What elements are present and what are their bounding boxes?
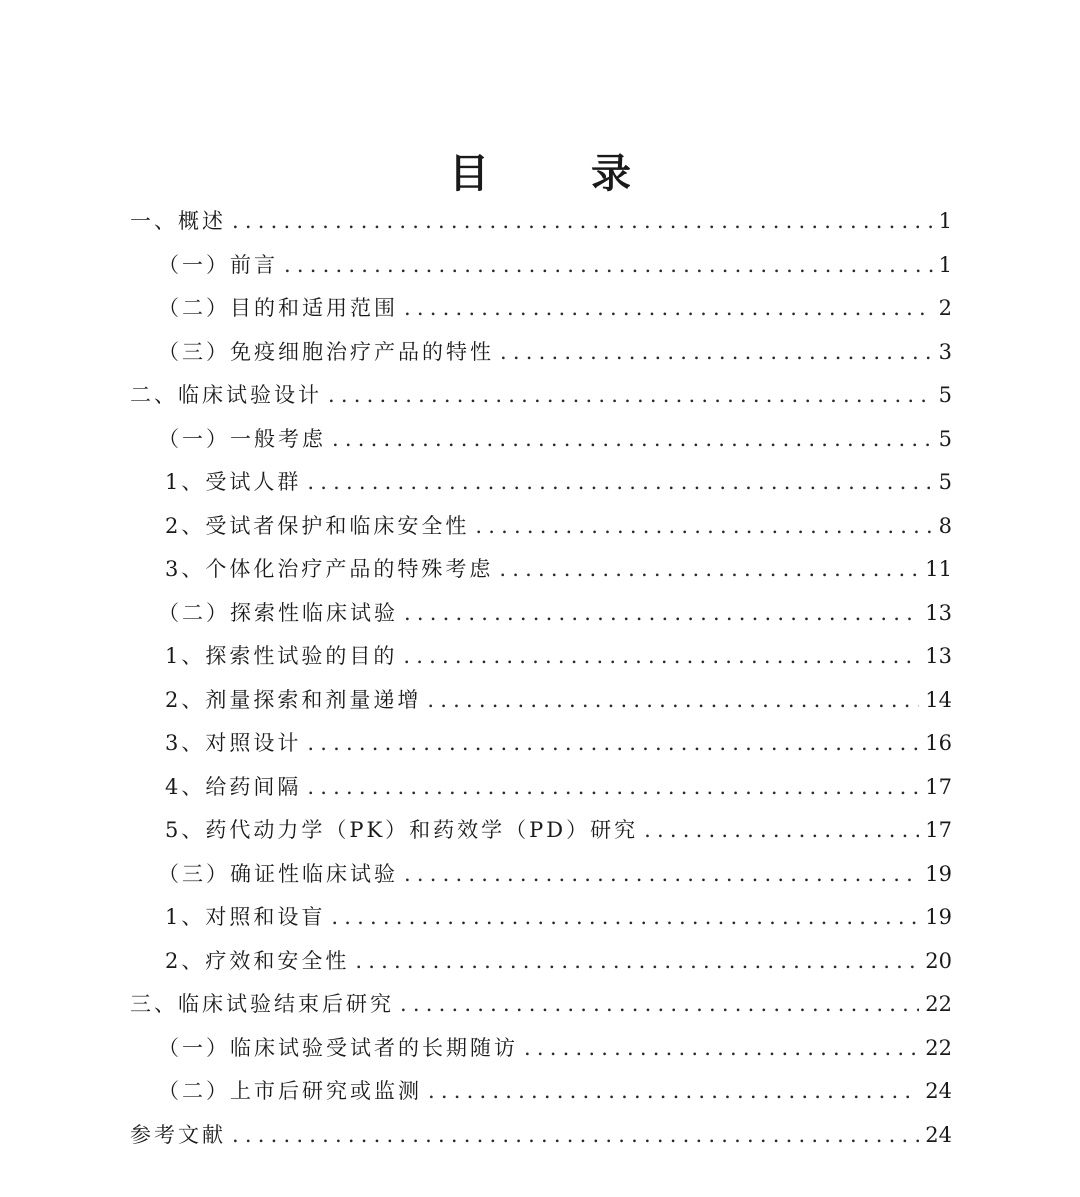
toc-entry bbox=[130, 244, 952, 288]
toc-entry-page-number: 22 bbox=[925, 992, 952, 1016]
toc-dot-leader bbox=[355, 940, 919, 984]
toc-entry bbox=[130, 853, 952, 897]
toc-entry bbox=[130, 418, 952, 462]
toc-entry bbox=[130, 766, 952, 810]
toc-entry-page-number: 24 bbox=[925, 1079, 952, 1103]
toc-entry bbox=[130, 461, 952, 505]
toc-entry-page-number: 2 bbox=[938, 296, 952, 320]
toc-dot-leader bbox=[500, 331, 933, 375]
toc-entry-page-number: 1 bbox=[938, 252, 952, 277]
toc-dot-leader bbox=[307, 766, 919, 810]
toc-entry-label: 2、疗效和安全性 bbox=[165, 948, 350, 973]
toc-dot-leader bbox=[331, 896, 919, 940]
toc-dot-leader bbox=[403, 635, 919, 679]
toc-entry-page-number: 16 bbox=[925, 731, 952, 755]
toc-entry-label: 3、个体化治疗产品的特殊考虑 bbox=[165, 557, 494, 581]
toc-entry-label: 2、受试者保护和临床安全性 bbox=[165, 513, 470, 538]
toc-dot-leader bbox=[404, 287, 933, 331]
toc-dot-leader bbox=[332, 418, 933, 462]
toc-list bbox=[130, 200, 952, 1157]
toc-dot-leader bbox=[404, 592, 919, 636]
toc-entry-label: 二、临床试验设计 bbox=[130, 383, 322, 407]
toc-entry-label: （三）确证性临床试验 bbox=[158, 861, 398, 886]
toc-entry-label: （二）上市后研究或监测 bbox=[158, 1079, 422, 1103]
toc-dot-leader bbox=[307, 722, 919, 766]
toc-entry-label: 参考文献 bbox=[130, 1122, 226, 1147]
toc-entry bbox=[130, 592, 952, 636]
toc-entry-page-number: 17 bbox=[925, 774, 952, 799]
toc-entry-page-number: 22 bbox=[925, 1035, 952, 1060]
toc-entry bbox=[130, 374, 952, 418]
toc-entry-label: 5、药代动力学（PK）和药效学（PD）研究 bbox=[165, 818, 639, 842]
toc-entry-label: （一）前言 bbox=[158, 252, 278, 277]
toc-dot-leader bbox=[232, 1114, 919, 1158]
toc-dot-leader bbox=[400, 983, 919, 1027]
toc-entry-label: 1、受试人群 bbox=[165, 470, 302, 494]
toc-entry bbox=[130, 505, 952, 549]
toc-dot-leader bbox=[284, 244, 933, 288]
toc-entry-label: 1、对照和设盲 bbox=[165, 905, 326, 929]
toc-entry-label: （一）临床试验受试者的长期随访 bbox=[158, 1035, 518, 1060]
toc-entry-page-number: 19 bbox=[925, 861, 952, 886]
toc-entry bbox=[130, 983, 952, 1027]
toc-entry bbox=[130, 1027, 952, 1071]
toc-entry-page-number: 13 bbox=[925, 600, 952, 625]
toc-entry-label: 一、概述 bbox=[130, 209, 226, 233]
toc-dot-leader bbox=[475, 505, 932, 549]
toc-dot-leader bbox=[232, 200, 933, 244]
toc-entry-page-number: 11 bbox=[925, 557, 952, 581]
toc-entry bbox=[130, 809, 952, 853]
toc-entry-label: （一）一般考虑 bbox=[158, 426, 326, 451]
toc-dot-leader bbox=[644, 809, 919, 853]
toc-entry-label: 三、临床试验结束后研究 bbox=[130, 992, 394, 1016]
toc-entry-label: 3、对照设计 bbox=[165, 731, 302, 755]
toc-entry bbox=[130, 1070, 952, 1114]
toc-entry bbox=[130, 940, 952, 984]
toc-dot-leader bbox=[499, 548, 919, 592]
toc-entry-label: （二）目的和适用范围 bbox=[158, 296, 398, 320]
toc-entry bbox=[130, 200, 952, 244]
toc-entry-page-number: 8 bbox=[938, 513, 952, 538]
toc-entry-page-number: 3 bbox=[938, 339, 952, 364]
toc-entry-page-number: 14 bbox=[925, 687, 952, 712]
toc-entry-page-number: 17 bbox=[925, 818, 952, 842]
toc-entry bbox=[130, 679, 952, 723]
toc-entry bbox=[130, 1114, 952, 1158]
toc-entry bbox=[130, 331, 952, 375]
toc-entry-page-number: 1 bbox=[938, 209, 952, 233]
toc-entry-page-number: 24 bbox=[925, 1122, 952, 1147]
toc-entry-page-number: 19 bbox=[925, 905, 952, 929]
toc-entry-label: 1、探索性试验的目的 bbox=[165, 644, 398, 668]
toc-entry-label: （三）免疫细胞治疗产品的特性 bbox=[158, 339, 494, 364]
toc-entry bbox=[130, 635, 952, 679]
toc-entry-label: （二）探索性临床试验 bbox=[158, 600, 398, 625]
toc-entry bbox=[130, 287, 952, 331]
toc-entry bbox=[130, 722, 952, 766]
toc-entry-page-number: 5 bbox=[938, 470, 952, 494]
toc-entry-page-number: 5 bbox=[938, 383, 952, 407]
toc-entry-page-number: 20 bbox=[925, 948, 952, 973]
toc-entry-page-number: 13 bbox=[925, 644, 952, 668]
toc-dot-leader bbox=[428, 1070, 919, 1114]
toc-title: 目 录 bbox=[449, 150, 675, 197]
toc-entry bbox=[130, 896, 952, 940]
toc-entry bbox=[130, 548, 952, 592]
toc-entry-label: 2、剂量探索和剂量递增 bbox=[165, 687, 422, 712]
toc-dot-leader bbox=[524, 1027, 919, 1071]
toc-entry-label: 4、给药间隔 bbox=[165, 774, 302, 799]
toc-dot-leader bbox=[427, 679, 919, 723]
toc-dot-leader bbox=[404, 853, 919, 897]
toc-dot-leader bbox=[328, 374, 933, 418]
toc-dot-leader bbox=[307, 461, 932, 505]
toc-entry-page-number: 5 bbox=[938, 426, 952, 451]
